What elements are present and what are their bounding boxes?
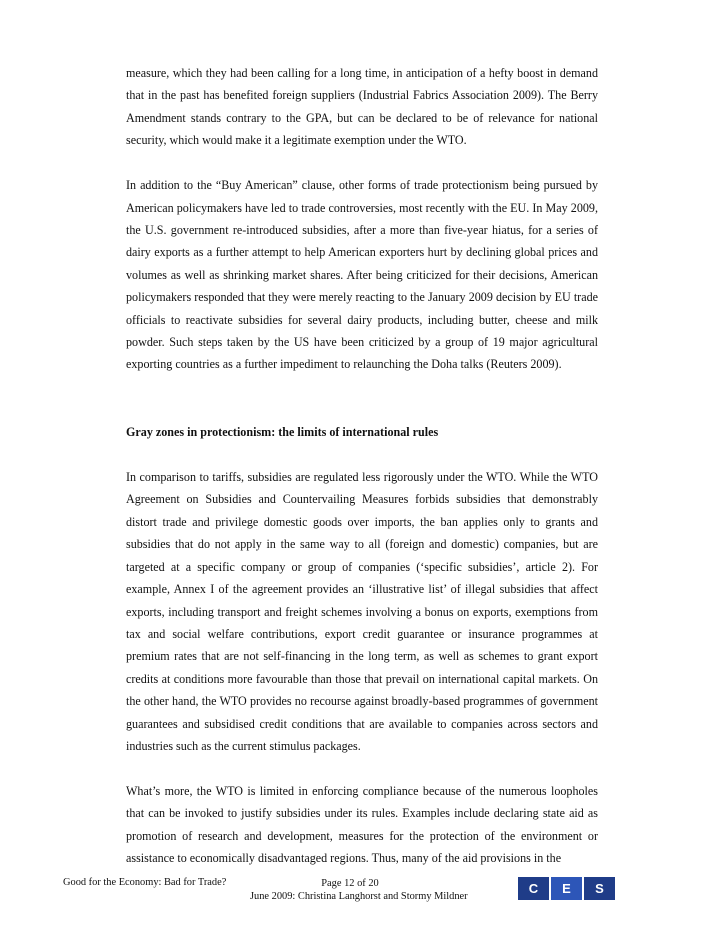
logo-letter-s: S bbox=[584, 877, 615, 900]
footer-byline: June 2009: Christina Langhorst and Stormy Mildner bbox=[250, 891, 468, 902]
logo-letter-e: E bbox=[551, 877, 582, 900]
document-body bbox=[126, 62, 598, 870]
footer-title: Good for the Economy: Bad for Trade? bbox=[63, 877, 227, 888]
paragraph-2: In addition to the “Buy American” clause, other forms of trade protectionism being pursued by American policymakers have led to trade controversies, most recently with the EU. In May 2009, the U.S. government re-introduced subsidies, after a more than five-year hiatus, for a series of dairy exports as a further attempt to help American exporters hurt by declining global prices and volumes as well as shrinking market shares. After being criticized for their decisions, American policymakers responded that they were merely reacting to the January 2009 decision by EU trade officials to reactivate subsidies for several dairy products, including butter, cheese and milk powder. Such steps taken by the US have been criticized by a group of 19 major agricultural exporting countries as a further impediment to relaunching the Doha talks (Reuters 2009). bbox=[126, 178, 598, 372]
paragraph-4: What’s more, the WTO is limited in enforcing compliance because of the numerous loopholes that can be invoked to justify subsidies under its rules. Examples include declaring state aid as promotion of research and development, measures for the protection of the environment or assistance to economically disadvantaged regions. Thus, many of the aid provisions in the bbox=[126, 783, 598, 866]
ces-logo bbox=[518, 877, 615, 900]
paragraph-3: In comparison to tariffs, subsidies are regulated less rigorously under the WTO. While the WTO Agreement on Subsidies and Countervailing Measures forbids subsidies that demonstrably distort trade and privilege domestic goods over imports, the ban applies only to grants and subsidies that do not apply in the same way to all (foreign and domestic) companies, but are targeted at a specific company or group of companies (‘specific subsidies’, article 2). For example, Annex I of the agreement provides an ‘illustrative list’ of illegal subsidies that affect exports, including transport and freight schemes involving a bonus on exports, exemptions from tax and social welfare contributions, export credit guarantee or insurance programmes at premium rates that are not self-financing in the long term, as well as schemes to grant export credits at conditions more favourable than those that prevail on international capital markets. On the other hand, the WTO provides no recourse against broadly-based programmes of government guarantees and subsidised credit conditions that are available to companies across sectors and industries such as the current stimulus packages. bbox=[126, 470, 598, 753]
logo-letter-c: C bbox=[518, 877, 549, 900]
page-number: Page 12 of 20 bbox=[321, 878, 379, 889]
paragraph-1: measure, which they had been calling for a long time, in anticipation of a hefty boost in demand that in the past has benefited foreign suppliers (Industrial Fabrics Association 2009). The Berry Amendment stands contrary to the GPA, but can be declared to be of relevance for national security, which would make it a legitimate exemption under the WTO. bbox=[126, 66, 598, 148]
footer-center bbox=[250, 877, 468, 903]
section-heading: Gray zones in protectionism: the limits of international rules bbox=[126, 425, 439, 440]
